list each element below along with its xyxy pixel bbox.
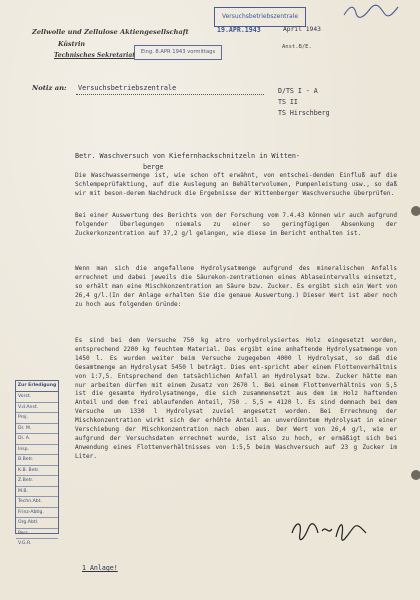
body-paragraph: Wenn man sich die angefallene Hydrolysatmenge aufgrund des mineralischen Anfalls errechnet und dabei jeweils die Säurekon-zentrationen eines Ablaseintervalls einsetzt, so erhält man eine Mischkonzentration an Säure bzw. Zucker. Es ergibt sich ein Wert von 26,4 g/l.(In der Anlage erhalten Sie die genaue Auswertung.) Dieser Wert ist aber noch zu hoch aus folgenden Gründe:	[75, 265, 397, 308]
routing-row: Z.Betr.	[16, 476, 58, 487]
notiz-recipient: Versuchsbetriebszentrale	[78, 84, 177, 92]
receipt-stamp: Versuchsbetriebszentrale	[214, 7, 306, 27]
enclosure-note: 1 Anlage!	[82, 564, 118, 572]
letter-date: April 1943	[283, 26, 321, 33]
body-paragraph: Es sind bei dem Versuche 750 kg atro vorhydrolysiertes Holz eingesetzt worden, entsprechend 2200 kg feuchtem Material. Das ergibt eine anhaftende Hydrolysatmenge von 1450 l. Es wurden weiter beim Versuche zugegeben 4000 l Hydrolysat, so daß die Gesamtmenge an Hydrolysat 5450 l beträgt. Dies ent-spricht aber einem Flottenverhältnis von 1:7,5. Entsprechend den tatsächlichen Anfall an Hydrolysat bzw. Zucker hätte man nur arbeiten dürfen mit einem Zusatz von 2670 l. Bei einem Flottenverhältnis von 5,5 ist die gesamte Hydrolysatmenge, die sich zusammensetzt aus dem im Holz haftenden Anteil und dem frei ablaufenden Anteil, 750 . 5,5 = 4120 l. Es sind demnach bei dem Versuche um 1330 l Hydrolysat zuviel angesetzt worden. Bei Errechnung der Mischkonzentration wirkt sich der erhöhte Anteil an unverdünntem Hydrolysat in einer Verschiebung der Mischkonzentration nach oben aus. Der Wert von 26,4 g/l, wie er aufgrund der Versuchsdaten errechnet wurde, ist also zu hoch, er ermäßigt sich bei Anwendung eines Flottenverhältnisses von 1:5,5 beim Waschversuch auf 23 g Zucker im Liter.	[75, 337, 397, 460]
routing-row: K.B. Betr.	[16, 466, 58, 477]
stamp-date: 19.APR.1943	[217, 26, 261, 34]
company-name: Zellwolle und Zellulose Aktiengesellschaft	[32, 28, 189, 36]
routing-row: Frinz-Abtlg.	[16, 508, 58, 519]
distribution-list	[278, 86, 330, 118]
subject-line	[75, 151, 385, 172]
routing-row: Di. A.	[16, 434, 58, 445]
notiz-label: Notiz an:	[32, 84, 67, 92]
punch-hole	[411, 470, 420, 480]
handwritten-signature	[288, 517, 370, 543]
routing-title: Zur Erledigung	[16, 381, 58, 392]
routing-row: M.B.	[16, 487, 58, 498]
body-paragraph: Die Waschwassermenge ist, wie schon oft erwähnt, von entschei-denden Einfluß auf die Schlempeprüfaktiung, auf die Auslegung an Behältervolumen, Pumpenleistung usw., so daß wir mit beson-derem Nachdruck die Ergebnisse der Wittenberger Waschversuche überprüfen.	[75, 172, 397, 197]
department-name: Technisches Sekretariat	[54, 52, 135, 59]
punch-hole	[411, 206, 420, 216]
routing-row: Vorst.	[16, 392, 58, 403]
routing-row: Org.Abtl.	[16, 518, 58, 529]
routing-row: V.G.R.	[18, 541, 32, 546]
recipient: TS Hirschberg	[278, 108, 330, 117]
routing-row: V.d.Anst.	[16, 403, 58, 414]
body-paragraph: Bei einer Auswertung des Berichts von der Forschung vom 7.4.43 können wir auch aufgrund folgender Überlegungen niemals zu einer so geringfügigen Absenkung der Zuckerkonzentration auf 37,2 g/l gelangen, wie diese im Bericht enthalten ist.	[75, 212, 397, 237]
routing-row: Pers.	[16, 529, 58, 540]
routing-stamp	[15, 380, 59, 546]
routing-row: Insp.	[16, 445, 58, 456]
routing-row: Techn.Abt.	[16, 497, 58, 508]
handwritten-initials	[340, 3, 400, 19]
routing-row: Dr. M.	[16, 424, 58, 435]
routing-row: B.Betr.	[16, 455, 58, 466]
dotted-line	[76, 94, 264, 95]
routing-row: Proj.	[16, 413, 58, 424]
recipient: D/TS I - A	[278, 87, 318, 95]
subject-line-1: Betr. Waschversuch von Kiefernhackschnitzeln in Witten-	[75, 152, 301, 160]
incoming-stamp: Eing. 8.APR 1943 vormittags	[134, 45, 222, 60]
subject-line-2: berge	[143, 162, 164, 171]
reference-code: Anst.B/E.	[282, 44, 312, 50]
company-location: Küstrin	[58, 40, 86, 48]
recipient: TS II	[278, 97, 298, 106]
